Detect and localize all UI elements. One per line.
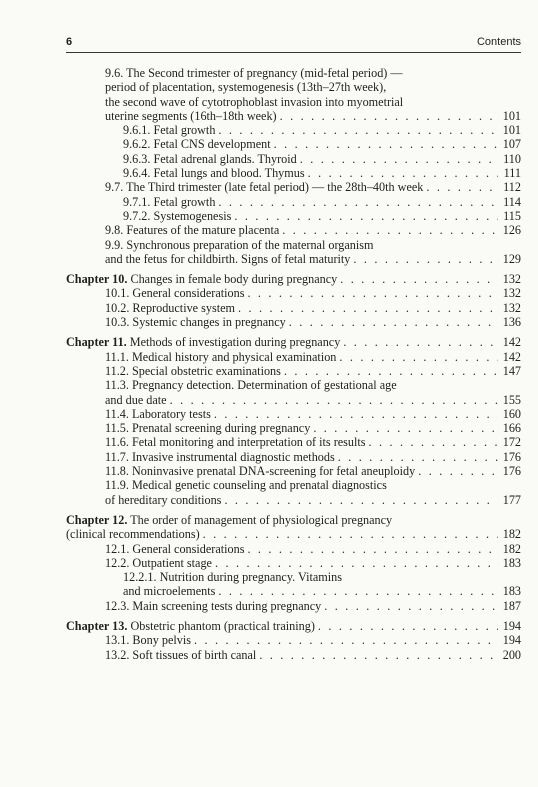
toc-line — [123, 195, 521, 209]
toc-line — [123, 209, 521, 223]
toc-line — [123, 166, 521, 180]
toc-line — [105, 435, 521, 449]
toc-entry — [66, 478, 521, 507]
toc-line — [105, 464, 521, 478]
dot-leader — [318, 619, 498, 633]
toc-line — [66, 527, 521, 541]
toc-page-number: 160 — [502, 406, 521, 421]
toc-chapter-entry — [66, 513, 521, 542]
toc-entry-title: 11.5. Prenatal screening during pregnancy — [105, 421, 311, 436]
dot-leader — [426, 180, 498, 194]
toc-entry — [66, 238, 521, 267]
table-of-contents — [66, 66, 521, 662]
toc-entry-title: 12.2. Outpatient stage — [105, 555, 212, 570]
toc-line — [123, 123, 521, 137]
toc-line — [105, 80, 521, 94]
toc-page-number: 183 — [502, 584, 521, 599]
toc-line — [105, 238, 521, 252]
toc-entry — [66, 633, 521, 647]
toc-entry-title: 11.3. Pregnancy detection. Determination of gestational age — [105, 378, 397, 393]
dot-leader — [247, 542, 498, 556]
toc-line — [105, 407, 521, 421]
toc-page-number: 101 — [502, 108, 521, 123]
toc-page-number: 136 — [502, 315, 521, 330]
toc-entry-title: 9.7. The Third trimester (late fetal period) — the 28th–40th week — [105, 180, 424, 195]
toc-page-number: 183 — [502, 555, 521, 570]
toc-page-number: 107 — [502, 137, 521, 152]
toc-page-number: 112 — [503, 180, 521, 195]
toc-entry — [66, 570, 521, 599]
dot-leader — [418, 464, 498, 478]
dot-leader — [343, 335, 498, 349]
section-title: Contents — [476, 36, 521, 48]
dot-leader — [282, 223, 498, 237]
toc-entry-title: 13.1. Bony pelvis — [105, 633, 191, 648]
dot-leader — [170, 393, 498, 407]
toc-page-number: 142 — [502, 349, 521, 364]
toc-page-number: 126 — [502, 223, 521, 238]
toc-entry-title: 12.1. General considerations — [105, 541, 245, 556]
toc-line — [123, 137, 521, 151]
dot-leader — [238, 301, 498, 315]
toc-entry-title: 9.6.1. Fetal growth — [123, 123, 216, 138]
toc-chapter-entry — [66, 272, 521, 286]
toc-entry — [66, 166, 521, 180]
dot-leader — [308, 166, 498, 180]
toc-page-number: 114 — [503, 194, 521, 209]
toc-page-number: 176 — [502, 449, 521, 464]
toc-entry-title: 11.1. Medical history and physical examination — [105, 349, 337, 364]
toc-entry — [66, 209, 521, 223]
dot-leader — [289, 315, 498, 329]
toc-entry — [66, 195, 521, 209]
toc-entry — [66, 542, 521, 556]
toc-entry — [66, 223, 521, 237]
toc-line — [123, 570, 521, 584]
toc-page-number: 111 — [503, 166, 521, 181]
toc-line — [105, 252, 521, 266]
toc-line — [105, 223, 521, 237]
toc-entry — [66, 364, 521, 378]
toc-entry — [66, 378, 521, 407]
toc-entry-title: 9.6.2. Fetal CNS development — [123, 137, 271, 152]
toc-line — [105, 180, 521, 194]
toc-line — [66, 513, 521, 527]
toc-entry-title: 11.2. Special obstetric examinations — [105, 363, 281, 378]
toc-line — [105, 95, 521, 109]
toc-entry-title: 11.8. Noninvasive prenatal DNA-screening for fetal aneuploidy — [105, 464, 416, 479]
toc-page-number: 101 — [502, 123, 521, 138]
toc-page-number: 172 — [502, 435, 521, 450]
toc-entry — [66, 464, 521, 478]
toc-line — [105, 350, 521, 364]
dot-leader — [324, 599, 498, 613]
toc-page-number: 166 — [502, 421, 521, 436]
toc-entry-title: period of placentation, systemogenesis (13th–27th week), — [105, 80, 387, 95]
toc-line — [105, 364, 521, 378]
dot-leader — [224, 493, 498, 507]
toc-entry-title: 9.6.3. Fetal adrenal glands. Thyroid — [123, 151, 297, 166]
toc-entry-title: 11.7. Invasive instrumental diagnostic methods — [105, 449, 335, 464]
toc-entry-title: 10.3. Systemic changes in pregnancy — [105, 315, 286, 330]
toc-page-number: 132 — [502, 286, 521, 301]
toc-line — [105, 393, 521, 407]
dot-leader — [369, 435, 498, 449]
toc-entry-title: 12.3. Main screening tests during pregnancy — [105, 598, 322, 613]
toc-line — [123, 584, 521, 598]
toc-page-number: 142 — [502, 335, 521, 350]
toc-page-number: 132 — [502, 272, 521, 287]
toc-line — [105, 450, 521, 464]
toc-entry-title: Methods of investigation during pregnancy — [129, 335, 341, 350]
dot-leader — [340, 272, 498, 286]
toc-line — [105, 493, 521, 507]
dot-leader — [274, 137, 498, 151]
chapter-label: Chapter 13. — [66, 618, 128, 633]
dot-leader — [194, 633, 498, 647]
dot-leader — [218, 195, 498, 209]
toc-entry-title: of hereditary conditions — [105, 492, 222, 507]
chapter-label: Chapter 11. — [66, 335, 127, 350]
dot-leader — [214, 407, 498, 421]
toc-page-number: 182 — [502, 527, 521, 542]
dot-leader — [259, 648, 498, 662]
toc-line — [105, 109, 521, 123]
toc-entry — [66, 450, 521, 464]
toc-line — [66, 619, 521, 633]
toc-entry-title: 9.7.1. Fetal growth — [123, 194, 216, 209]
dot-leader — [218, 584, 498, 598]
dot-leader — [338, 450, 498, 464]
toc-entry-title: the second wave of cytotrophoblast invasion into myometrial — [105, 94, 404, 109]
toc-entry-title: 11.6. Fetal monitoring and interpretation of its results — [105, 435, 366, 450]
toc-line — [105, 542, 521, 556]
toc-line — [105, 633, 521, 647]
toc-entry-title: 11.4. Laboratory tests — [105, 406, 211, 421]
page-number: 6 — [66, 36, 73, 48]
toc-entry — [66, 648, 521, 662]
toc-entry-title: uterine segments (16th–18th week) — [105, 108, 277, 123]
toc-line — [66, 335, 521, 349]
toc-page-number: 176 — [502, 464, 521, 479]
dot-leader — [284, 364, 498, 378]
toc-entry — [66, 66, 521, 123]
toc-entry-title: The order of management of physiological pregnancy — [130, 512, 393, 527]
dot-leader — [218, 123, 498, 137]
dot-leader — [313, 421, 498, 435]
toc-page-number: 129 — [502, 251, 521, 266]
dot-leader — [339, 350, 498, 364]
toc-entry — [66, 180, 521, 194]
toc-line — [105, 378, 521, 392]
toc-entry — [66, 301, 521, 315]
toc-page-number: 187 — [502, 598, 521, 613]
toc-entry — [66, 556, 521, 570]
toc-entry-title: and due date — [105, 392, 167, 407]
toc-entry — [66, 137, 521, 151]
toc-entry-title: Obstetric phantom (practical training) — [130, 618, 315, 633]
toc-line — [105, 421, 521, 435]
toc-entry-title: (clinical recommendations) — [66, 527, 200, 542]
dot-leader — [300, 152, 498, 166]
toc-entry-title: 9.9. Synchronous preparation of the maternal organism — [105, 237, 374, 252]
toc-entry — [66, 599, 521, 613]
toc-entry — [66, 286, 521, 300]
toc-line — [105, 315, 521, 329]
toc-entry — [66, 435, 521, 449]
toc-entry — [66, 350, 521, 364]
toc-chapter-entry — [66, 619, 521, 633]
toc-page-number: 200 — [502, 647, 521, 662]
toc-entry-title: 11.9. Medical genetic counseling and prenatal diagnostics — [105, 478, 387, 493]
toc-entry-title: 9.8. Features of the mature placenta — [105, 223, 280, 238]
toc-entry-title: 9.6.4. Fetal lungs and blood. Thymus — [123, 166, 305, 181]
toc-entry-title: and microelements — [123, 584, 216, 599]
toc-page-number: 155 — [502, 392, 521, 407]
toc-page-number: 132 — [502, 300, 521, 315]
toc-entry-title: and the fetus for childbirth. Signs of fetal maturity — [105, 251, 351, 266]
toc-entry-title: 10.2. Reproductive system — [105, 300, 235, 315]
toc-line — [105, 301, 521, 315]
toc-line — [123, 152, 521, 166]
toc-entry — [66, 421, 521, 435]
toc-line — [105, 286, 521, 300]
chapter-label: Chapter 10. — [66, 272, 128, 287]
toc-page-number: 147 — [502, 363, 521, 378]
toc-entry — [66, 152, 521, 166]
toc-page-number: 177 — [502, 492, 521, 507]
toc-page-number: 194 — [502, 633, 521, 648]
running-head — [66, 36, 521, 53]
toc-page-number: 194 — [502, 618, 521, 633]
toc-entry-title: Changes in female body during pregnancy — [130, 272, 338, 287]
toc-line — [105, 599, 521, 613]
toc-line — [105, 66, 521, 80]
toc-line — [105, 648, 521, 662]
dot-leader — [353, 252, 498, 266]
toc-entry — [66, 407, 521, 421]
toc-line — [66, 272, 521, 286]
dot-leader — [203, 527, 498, 541]
dot-leader — [280, 109, 498, 123]
toc-page-number: 115 — [503, 208, 521, 223]
toc-line — [105, 556, 521, 570]
toc-entry-title: 9.7.2. Systemogenesis — [123, 208, 232, 223]
toc-page-number: 182 — [502, 541, 521, 556]
dot-leader — [234, 209, 498, 223]
toc-line — [105, 478, 521, 492]
dot-leader — [247, 286, 498, 300]
toc-entry — [66, 123, 521, 137]
toc-entry-title: 12.2.1. Nutrition during pregnancy. Vitamins — [123, 570, 342, 585]
toc-entry — [66, 315, 521, 329]
toc-entry-title: 10.1. General considerations — [105, 286, 245, 301]
dot-leader — [215, 556, 498, 570]
toc-entry-title: 9.6. The Second trimester of pregnancy (mid-fetal period) — — [105, 66, 403, 80]
toc-page-number: 110 — [503, 151, 521, 166]
toc-entry-title: 13.2. Soft tissues of birth canal — [105, 647, 257, 662]
toc-chapter-entry — [66, 335, 521, 349]
chapter-label: Chapter 12. — [66, 512, 128, 527]
